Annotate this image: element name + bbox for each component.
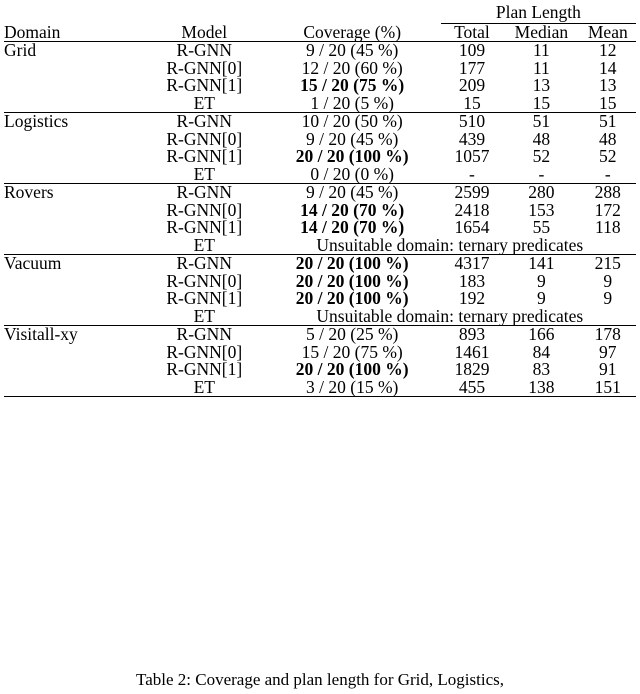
cell-mean: 12 [599,40,617,60]
cell-coverage: 1 / 20 (5 %) [310,92,394,113]
cell-total: 15 [463,92,481,113]
table-bottom-rule [4,397,636,398]
table-caption [0,670,640,690]
cell-domain: Grid [4,40,37,60]
cell-coverage: 9 / 20 (45 %) [306,182,399,202]
rule-cell [441,397,503,398]
empty-cell-domain [4,4,145,24]
cell-total: 192 [458,288,486,308]
plan-length-label: Plan Length [441,4,636,24]
table-row [4,361,636,379]
table-row [4,148,636,166]
cell-total: 439 [458,128,486,149]
cell-total: 183 [458,270,486,291]
cell-domain: Vacuum [4,253,62,273]
cell-mean: 288 [594,182,621,202]
cell-model: R-GNN[0] [166,341,243,362]
cell-mean: 118 [595,217,621,237]
cell-domain [4,290,145,308]
column-header-coverage: Coverage (%) [303,21,402,42]
cell-model: R-GNN [176,253,232,273]
cell-total: 1829 [454,359,490,379]
rule-cell [503,397,579,398]
cell-domain: Rovers [4,182,54,202]
rule-cell [580,397,636,398]
cell-domain [4,202,145,220]
rule-cell [264,397,441,398]
table-row [4,42,636,60]
cell-median: 166 [528,324,555,344]
cell-domain [4,308,145,326]
cell-mean: 9 [603,288,613,308]
cell-mean: 91 [599,359,617,379]
table-header-row [4,24,636,42]
rule-cell [145,397,264,398]
cell-model: R-GNN[0] [166,270,243,291]
cell-coverage: 20 / 20 (100 %) [295,253,409,273]
cell-median: 48 [532,128,551,149]
cell-total: 2418 [454,199,490,220]
table-row [4,77,636,95]
cell-model: R-GNN[0] [166,128,243,149]
cell-median: 13 [532,75,551,95]
cell-coverage: 0 / 20 (0 %) [310,163,394,184]
cell-note: Unsuitable domain: ternary predicates [316,234,584,255]
column-header-median: Median [514,21,569,42]
column-header-total: Total [454,21,490,42]
cell-coverage: 20 / 20 (100 %) [295,288,409,308]
cell-mean: 51 [599,111,617,131]
cell-mean: 97 [599,341,617,362]
cell-domain [4,77,145,95]
cell-median: 138 [528,376,555,397]
rule-cell [4,397,145,398]
table-row [4,326,636,344]
cell-mean: 13 [599,75,617,95]
cell-median: 141 [528,253,555,273]
cell-model: R-GNN [176,182,232,202]
cell-mean: 151 [594,376,621,397]
table-body [4,4,636,397]
cell-median: 9 [537,270,546,291]
cell-coverage: 3 / 20 (15 %) [306,376,399,397]
cell-model: R-GNN [176,324,232,344]
cell-total: 4317 [454,253,490,273]
table-row [4,237,636,255]
cell-coverage: 14 / 20 (70 %) [300,199,405,220]
cell-total: 1461 [454,341,490,362]
cell-total: 177 [458,57,486,78]
cell-median: 83 [532,359,551,379]
table-row [4,166,636,184]
cell-coverage: 15 / 20 (75 %) [300,75,405,95]
cell-mean: 9 [603,270,613,291]
cell-total: 1057 [454,146,490,166]
cell-domain [4,273,145,291]
cell-domain: Visitall-xy [4,324,78,344]
cell-total: 2599 [454,182,490,202]
empty-cell-model [145,4,264,24]
cell-model: R-GNN[0] [166,57,243,78]
cell-coverage: 15 / 20 (75 %) [301,341,403,362]
cell-mean: - [604,163,611,184]
cell-domain [4,95,145,113]
cell-total: 109 [458,40,486,60]
cell-coverage: 9 / 20 (45 %) [306,128,399,149]
cell-model: ET [193,305,215,326]
cell-total: 510 [458,111,486,131]
cell-mean: 215 [594,253,621,273]
cell-model: ET [193,92,215,113]
cell-mean: 172 [594,199,621,220]
cell-coverage: 5 / 20 (25 %) [306,324,399,344]
cell-median: 153 [528,199,555,220]
cell-domain [4,379,145,397]
empty-cell-coverage [264,4,441,24]
cell-note: Unsuitable domain: ternary predicates [316,305,584,326]
cell-median: 11 [532,40,550,60]
table-row [4,95,636,113]
cell-coverage: 20 / 20 (100 %) [295,359,409,379]
column-header-model: Model [181,21,228,42]
table-group-header-row [4,4,636,24]
cell-model: R-GNN[1] [166,146,243,166]
cell-median: 9 [537,288,546,308]
cell-mean: 178 [594,324,621,344]
cell-coverage: 20 / 20 (100 %) [295,146,409,166]
cell-mean: 15 [599,92,617,113]
cell-model: R-GNN [176,111,232,131]
results-table [4,4,636,397]
caption-text: Table 2: Coverage and plan length for Grid, Logistics, [136,670,504,689]
cell-total: 209 [458,75,486,95]
cell-model: R-GNN[0] [166,199,243,220]
cell-model: ET [193,376,215,397]
cell-domain [4,166,145,184]
cell-domain [4,361,145,379]
cell-domain [4,131,145,149]
cell-mean: 14 [599,57,617,78]
cell-mean: 48 [599,128,617,149]
cell-median: 15 [532,92,551,113]
column-header-domain: Domain [4,21,61,42]
cell-domain [4,219,145,237]
cell-model: R-GNN[1] [166,288,243,308]
cell-model: R-GNN[1] [166,75,243,95]
cell-total: 1654 [454,217,490,237]
cell-coverage: 10 / 20 (50 %) [301,111,403,131]
cell-model: R-GNN [176,40,232,60]
cell-domain [4,237,145,255]
cell-model: ET [193,234,215,255]
cell-coverage: 9 / 20 (45 %) [306,40,399,60]
cell-total: 455 [458,376,486,397]
cell-median: 52 [532,146,551,166]
table-row [4,290,636,308]
cell-domain [4,60,145,78]
cell-model: ET [193,163,215,184]
cell-coverage: 14 / 20 (70 %) [300,217,405,237]
cell-domain [4,148,145,166]
plan-length-group-header [441,4,636,24]
cell-total: 893 [458,324,486,344]
cell-median: 84 [532,341,551,362]
table-row [4,219,636,237]
cell-total: - [469,163,475,184]
cell-domain: Logistics [4,111,69,131]
table-row [4,113,636,131]
table-row [4,308,636,326]
cell-mean: 52 [599,146,617,166]
cell-domain [4,344,145,362]
column-header-mean: Mean [587,21,628,42]
cell-coverage: 12 / 20 (60 %) [301,57,403,78]
cell-median: - [538,163,545,184]
cell-median: 280 [528,182,555,202]
cell-median: 51 [532,111,551,131]
cell-median: 11 [532,57,550,78]
cell-median: 55 [532,217,551,237]
cell-model: R-GNN[1] [166,359,243,379]
cell-coverage: 20 / 20 (100 %) [295,270,409,291]
table-row [4,379,636,397]
cell-model: R-GNN[1] [166,217,243,237]
